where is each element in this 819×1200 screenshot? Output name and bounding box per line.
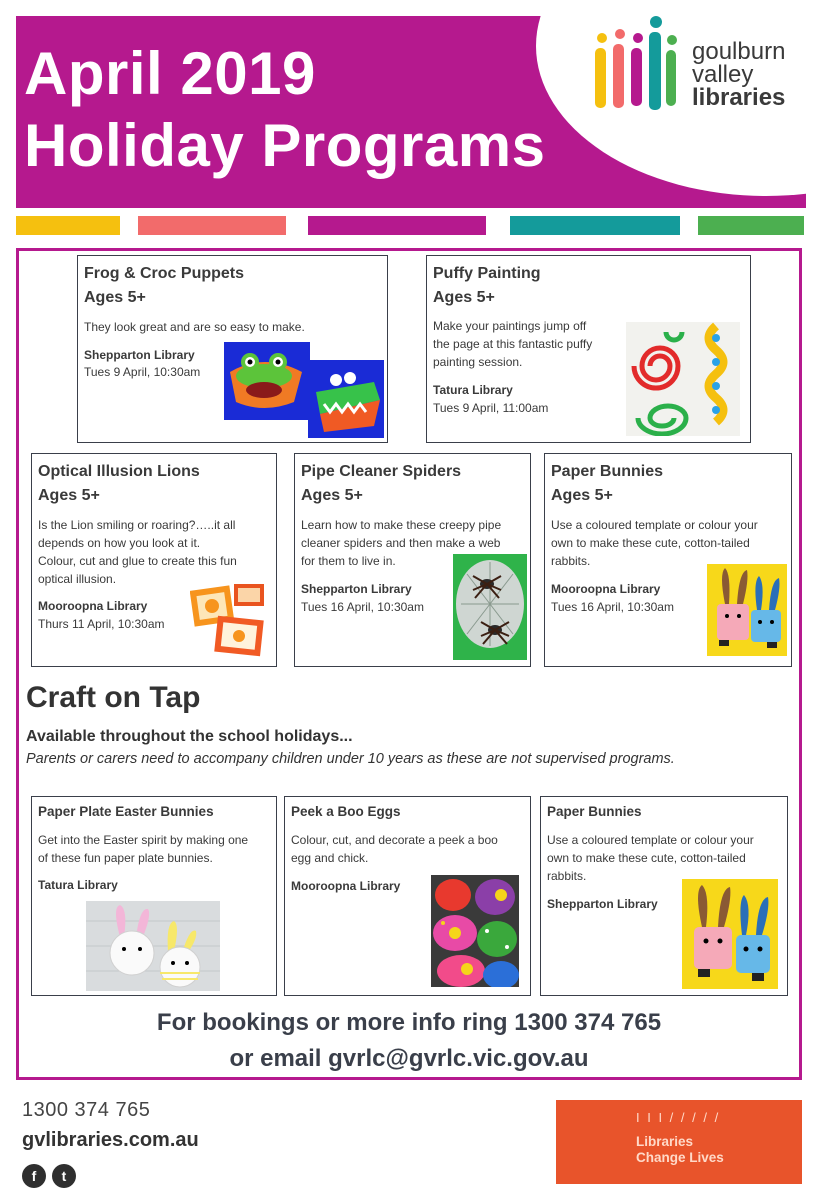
program-card-paper-bunnies — [544, 453, 792, 667]
card-description: Use a coloured template or colour your own to make these cute, cotton-tailed rabbits. — [547, 833, 754, 883]
card-library: Tatura Library — [38, 878, 118, 892]
card-title: Paper Bunnies — [547, 804, 642, 819]
footer-phone: 1300 374 765 — [22, 1099, 151, 1121]
card-when: Thurs 11 April, 10:30am — [38, 617, 165, 631]
card-ages: Ages 5+ — [301, 487, 363, 504]
people-figures-icon — [586, 14, 682, 118]
program-card-puffy-painting — [426, 255, 751, 443]
card-when: Tues 16 April, 10:30am — [551, 600, 674, 614]
footer-website[interactable]: gvlibraries.com.au — [22, 1129, 199, 1151]
logo-text: goulburn valley libraries — [692, 38, 786, 111]
craft-subheading: Available throughout the school holidays... — [26, 728, 353, 745]
card-when: Tues 9 April, 10:30am — [84, 365, 201, 379]
card-description: Make your paintings jump off the page at this fantastic puffy painting session. — [433, 319, 593, 369]
booking-phone-line: For bookings or more info ring 1300 374 765 — [156, 1009, 662, 1036]
twitter-icon[interactable]: t — [52, 1164, 76, 1188]
craft-card-plate-bunnies — [31, 796, 277, 996]
facebook-icon[interactable]: f — [22, 1164, 46, 1188]
stripe-teal — [510, 216, 680, 235]
puffy-paint-photo — [626, 322, 740, 436]
program-card-optical-lions — [31, 453, 277, 667]
gvl-logo — [586, 14, 806, 118]
card-ages: Ages 5+ — [551, 487, 613, 504]
card-library: Tatura Library — [433, 383, 513, 397]
program-card-pipe-spiders — [294, 453, 531, 667]
title-line-1: April 2019 — [24, 40, 316, 107]
card-description: Is the Lion smiling or roaring?…..it all depends on how you look at it. Colour, cut and glue to create this fun optical illusion. — [38, 518, 237, 586]
card-title: Frog & Croc Puppets — [84, 265, 245, 282]
peek-a-boo-eggs-photo — [431, 875, 519, 987]
card-library: Shepparton Library — [547, 897, 658, 911]
paper-bunnies-photo — [682, 879, 778, 989]
card-library: Shepparton Library — [301, 582, 412, 596]
card-description: They look great and are so easy to make. — [84, 320, 305, 334]
paper-bunnies-photo — [707, 564, 787, 656]
card-library: Mooroopna Library — [291, 879, 401, 893]
craft-card-paper-bunnies — [540, 796, 788, 996]
lion-craft-photo — [190, 580, 268, 658]
card-library: Mooroopna Library — [551, 582, 661, 596]
spider-craft-photo — [453, 554, 527, 660]
program-card-frog-croc — [77, 255, 388, 443]
libraries-change-lives-badge — [556, 1100, 802, 1184]
craft-card-peek-a-boo-eggs — [284, 796, 531, 996]
card-title: Pipe Cleaner Spiders — [301, 463, 462, 480]
stripe-yellow — [16, 216, 120, 235]
card-library: Mooroopna Library — [38, 599, 148, 613]
card-library: Shepparton Library — [84, 348, 195, 362]
stripe-green — [698, 216, 804, 235]
badge-line-1: Libraries — [636, 1134, 694, 1149]
card-title: Paper Plate Easter Bunnies — [38, 804, 214, 819]
card-title: Paper Bunnies — [551, 463, 664, 480]
badge-line-2: Change Lives — [636, 1150, 724, 1165]
card-when: Tues 16 April, 10:30am — [301, 600, 424, 614]
card-description: Get into the Easter spirit by making one of these fun paper plate bunnies. — [38, 833, 249, 865]
craft-heading: Craft on Tap — [26, 681, 201, 714]
badge-ticks: I I I / / / / / — [636, 1110, 721, 1125]
card-ages: Ages 5+ — [433, 289, 495, 306]
card-title: Puffy Painting — [433, 265, 541, 282]
page-title — [24, 38, 546, 182]
card-title: Optical Illusion Lions — [38, 463, 200, 480]
stripe-magenta — [308, 216, 486, 235]
craft-note: Parents or carers need to accompany children under 10 years as these are not supervised programs. — [26, 751, 675, 767]
card-description: Use a coloured template or colour your own to make these cute, cotton-tailed rabbits. — [551, 518, 758, 568]
stripe-coral — [138, 216, 286, 235]
card-ages: Ages 5+ — [84, 289, 146, 306]
frog-croc-photo — [224, 342, 384, 438]
card-description: Learn how to make these creepy pipe cleaner spiders and then make a web for them to live in. — [301, 518, 502, 568]
card-description: Colour, cut, and decorate a peek a boo egg and chick. — [291, 833, 498, 865]
title-line-2: Holiday Programs — [24, 112, 546, 179]
card-when: Tues 9 April, 11:00am — [433, 401, 549, 415]
booking-email-line: or email gvrlc@gvrlc.vic.gov.au — [229, 1045, 589, 1072]
card-ages: Ages 5+ — [38, 487, 100, 504]
card-title: Peek a Boo Eggs — [291, 804, 401, 819]
plate-bunnies-photo — [86, 901, 220, 991]
